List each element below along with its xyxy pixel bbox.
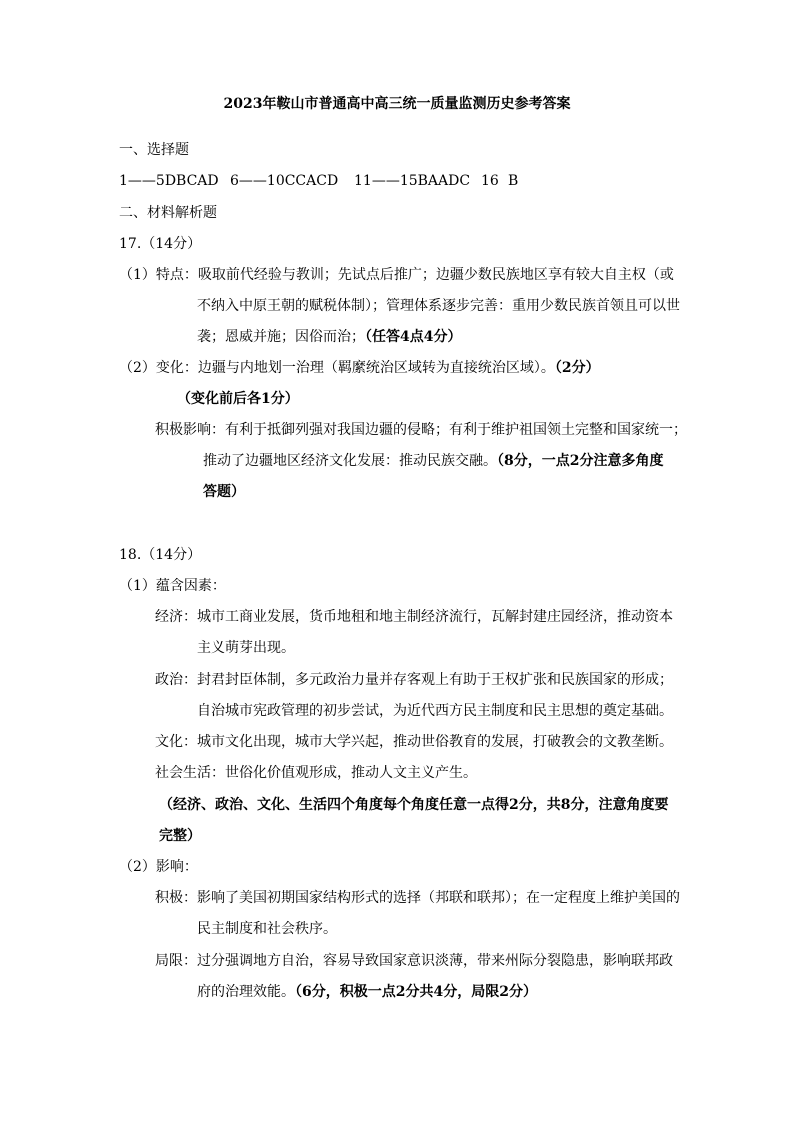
answer-group-1: 1——5DBCAD xyxy=(119,173,219,189)
q17-impact-text2: 推动了边疆地区经济文化发展：推动民族交融。 xyxy=(203,453,497,469)
q17-p1-text3: 袭；恩威并施；因俗而治； xyxy=(197,329,365,345)
answer-group-3: 11——15BAADC xyxy=(354,173,471,189)
q18-positive-label: 积极： xyxy=(155,890,197,906)
q17-p2-score2: （变化前后各1分） xyxy=(177,391,299,407)
q18-social-line xyxy=(155,763,477,783)
q18-p2-label: （2）影响： xyxy=(119,859,198,875)
q17-p2-line3 xyxy=(155,420,687,440)
answer-group-2: 6——10CCACD xyxy=(230,173,339,189)
q18-politics-label: 政治： xyxy=(155,672,197,688)
q18-economy-text1: 城市工商业发展，货币地租和地主制经济流行，瓦解封建庄园经济，推动资本 xyxy=(197,609,673,625)
q18-p1-score-line2: 完整） xyxy=(159,828,201,844)
section-heading-material: 二、材料解析题 xyxy=(119,205,217,221)
section-heading-choice: 一、选择题 xyxy=(119,142,189,158)
q18-culture-text: 城市文化出现，城市大学兴起，推动世俗教育的发展，打破教会的文教垄断。 xyxy=(197,734,673,750)
q17-impact-score-cont: 答题） xyxy=(203,484,245,500)
q17-p2-line1 xyxy=(119,358,600,378)
q17-p2-label: （2）变化： xyxy=(119,360,198,376)
q18-positive-line2: 民主制度和社会秩序。 xyxy=(197,921,337,937)
q18-politics-line1 xyxy=(155,670,673,690)
q18-p2-score: （6分，积极一点2分共4分，局限2分） xyxy=(295,984,537,1000)
q17-p2-line4 xyxy=(203,451,663,471)
q18-p1-score-line1: （经济、政治、文化、生活四个角度每个角度任意一点得2分，共8分，注意角度要 xyxy=(159,797,669,813)
q17-p1-line2: 不纳入中原王朝的赋税体制）；管理体系逐步完善：重用少数民族首领且可以世 xyxy=(197,298,680,314)
q18-positive-text1: 影响了美国初期国家结构形式的选择（邦联和联邦）；在一定程度上维护美国的 xyxy=(197,890,680,906)
q17-p1-label: （1）特点： xyxy=(119,267,198,283)
q17-p1-score: （任答4点4分） xyxy=(365,329,462,345)
q17-impact-label: 积极影响： xyxy=(155,422,225,438)
q18-politics-line2: 自治城市宪政管理的初步尝试，为近代西方民主制度和民主思想的奠定基础。 xyxy=(197,703,673,719)
choice-answers-row xyxy=(119,171,518,191)
q18-politics-text1: 封君封臣体制，多元政治力量并存客观上有助于王权扩张和民族国家的形成； xyxy=(197,672,673,688)
q18-limit-label: 局限： xyxy=(155,953,197,969)
page-title: 2023年鞍山市普通高中高三统一质量监测历史参考答案 xyxy=(223,96,571,112)
q18-number: 18.（14分） xyxy=(119,547,202,563)
answer-16: B xyxy=(508,173,519,189)
q18-social-label: 社会生活： xyxy=(155,765,225,781)
q18-limit-text1: 过分强调地方自治，容易导致国家意识淡薄，带来州际分裂隐患，影响联邦政 xyxy=(197,953,673,969)
q18-economy-label: 经济： xyxy=(155,609,197,625)
q17-impact-text1: 有利于抵御列强对我国边疆的侵略；有利于维护祖国领土完整和国家统一； xyxy=(225,422,687,438)
q18-economy-line1 xyxy=(155,607,673,627)
q18-limit-text2: 府的治理效能。 xyxy=(197,984,295,1000)
q17-impact-score: （8分，一点2分注意多角度 xyxy=(497,453,664,469)
q17-p2-text1: 边疆与内地划一治理（羁縻统治区域转为直接统治区域）。 xyxy=(197,360,555,376)
q17-p2-score1: （2分） xyxy=(554,360,600,376)
q18-culture-label: 文化： xyxy=(155,734,197,750)
answer-number-16: 16 xyxy=(481,173,499,189)
q18-limit-line1 xyxy=(155,951,673,971)
q18-p1-label: （1）蕴含因素： xyxy=(119,578,226,594)
q18-economy-line2: 主义萌芽出现。 xyxy=(197,640,295,656)
q18-limit-line2 xyxy=(197,982,537,1002)
q18-culture-line xyxy=(155,732,673,752)
q17-number: 17.（14分） xyxy=(119,236,202,252)
q17-p1-text1: 吸取前代经验与教训；先试点后推广；边疆少数民族地区享有较大自主权（或 xyxy=(197,267,674,283)
q18-positive-line1 xyxy=(155,888,680,908)
q17-p1-line3 xyxy=(197,327,461,347)
q17-p1-line1 xyxy=(119,265,674,285)
q18-social-text: 世俗化价值观形成，推动人文主义产生。 xyxy=(225,765,477,781)
